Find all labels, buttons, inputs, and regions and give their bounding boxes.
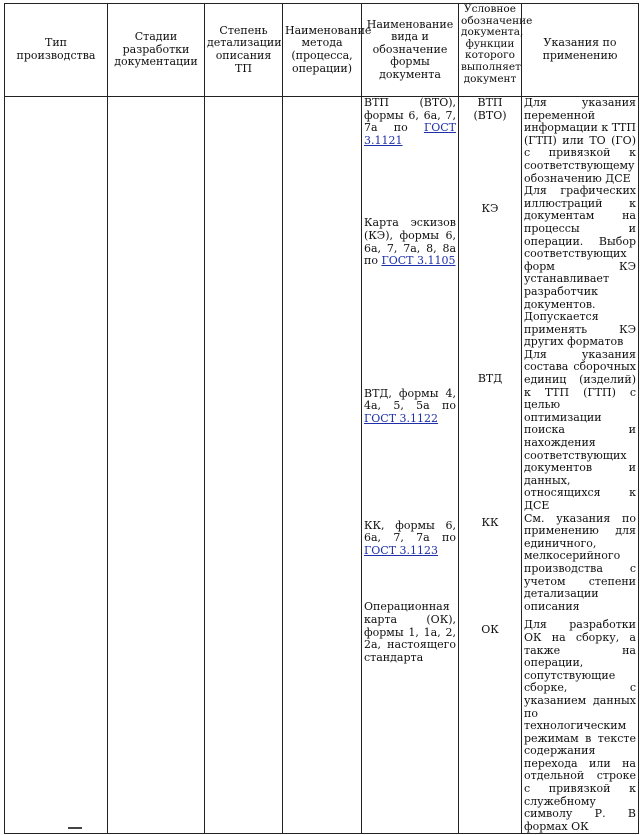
code-ok: ОК bbox=[481, 622, 499, 636]
cell-document-codes bbox=[459, 97, 522, 834]
header-production-type: Тип производства bbox=[5, 4, 108, 97]
gost-link-3-1123[interactable]: ГОСТ 3.1123 bbox=[364, 543, 439, 557]
footnote-dash bbox=[68, 827, 82, 829]
header-usage-notes: Указания по применению bbox=[522, 4, 639, 97]
code-vtd: ВТД bbox=[477, 371, 503, 385]
form-entry-ke: Карта эскизов (КЭ), формы 6, 6а, 7, 7а, 8, 8а по ГОСТ 3.1105 bbox=[364, 216, 456, 268]
header-document-code: Условное обозначение документа, функции которого выполняет документ bbox=[459, 4, 522, 97]
header-development-stages: Стадии разработки документации bbox=[108, 4, 205, 97]
note-kk: См. указания по применению для единичного, мелкосерийного производства с учетом степени детализации описания bbox=[524, 511, 636, 613]
note-vtd: Для указания состава сборочных единиц (изделий) к ТТП (ГТП) с целью оптимизации поиска и нахождения соответствующих документов и данных, относящихся к ДСЕ bbox=[524, 347, 636, 512]
cell-development-stages bbox=[108, 97, 205, 834]
form-entry-ok: Операционная карта (ОК), формы 1, 1а, 2, 2а, настоящего стандарта bbox=[364, 600, 456, 664]
process-documents-table bbox=[4, 3, 639, 834]
code-kk: КК bbox=[481, 516, 499, 530]
gost-link-3-1122[interactable]: ГОСТ 3.1122 bbox=[364, 411, 439, 425]
code-vtp: ВТП (ВТО) bbox=[473, 96, 507, 122]
cell-production-type bbox=[5, 97, 108, 834]
cell-document-forms bbox=[362, 97, 459, 834]
gost-link-3-1105[interactable]: ГОСТ 3.1105 bbox=[381, 254, 456, 268]
header-document-form: Наименование вида и обозначение формы документа bbox=[362, 4, 459, 97]
table-header-row bbox=[5, 4, 639, 97]
note-ok: Для разработки ОК на сборку, а также на операции, сопутствующие сборке, с указанием данных по технологическим режимам в тексте содержания перехода или на отдельной строке с привязкой к служебному символу Р. В формах ОК bbox=[524, 618, 636, 833]
form-entry-vtp: ВТП (ВТО), формы 6, 6а, 7, 7а по ГОСТ 3.1121 bbox=[364, 96, 456, 147]
gost-link-3-1121[interactable]: ГОСТ 3.1121 bbox=[364, 121, 456, 147]
cell-method-name bbox=[283, 97, 362, 834]
cell-detail-level bbox=[205, 97, 283, 834]
code-ke: КЭ bbox=[481, 202, 499, 216]
cell-usage-notes bbox=[522, 97, 639, 834]
document-page bbox=[4, 3, 638, 833]
note-vtp: Для указания переменной информации к ТТП (ГТП) или ТО (ГО) с привязкой к соответствующему обозначению ДСЕ bbox=[524, 96, 636, 185]
header-detail-level: Степень детализации описания ТП bbox=[205, 4, 283, 97]
form-entry-vtd: ВТД, формы 4, 4а, 5, 5а по ГОСТ 3.1122 bbox=[364, 386, 456, 425]
note-ke: Для графических иллюстраций к документам на процессы и операции. Выбор соответствующих форм КЭ устанавливает разработчик документов. Допускается применять КЭ других форматов bbox=[524, 184, 636, 349]
form-entry-kk: КК, формы 6, 6а, 7, 7а по ГОСТ 3.1123 bbox=[364, 518, 456, 557]
header-method-name: Наименование метода (процесса, операции) bbox=[283, 4, 362, 97]
table-row bbox=[5, 97, 639, 834]
